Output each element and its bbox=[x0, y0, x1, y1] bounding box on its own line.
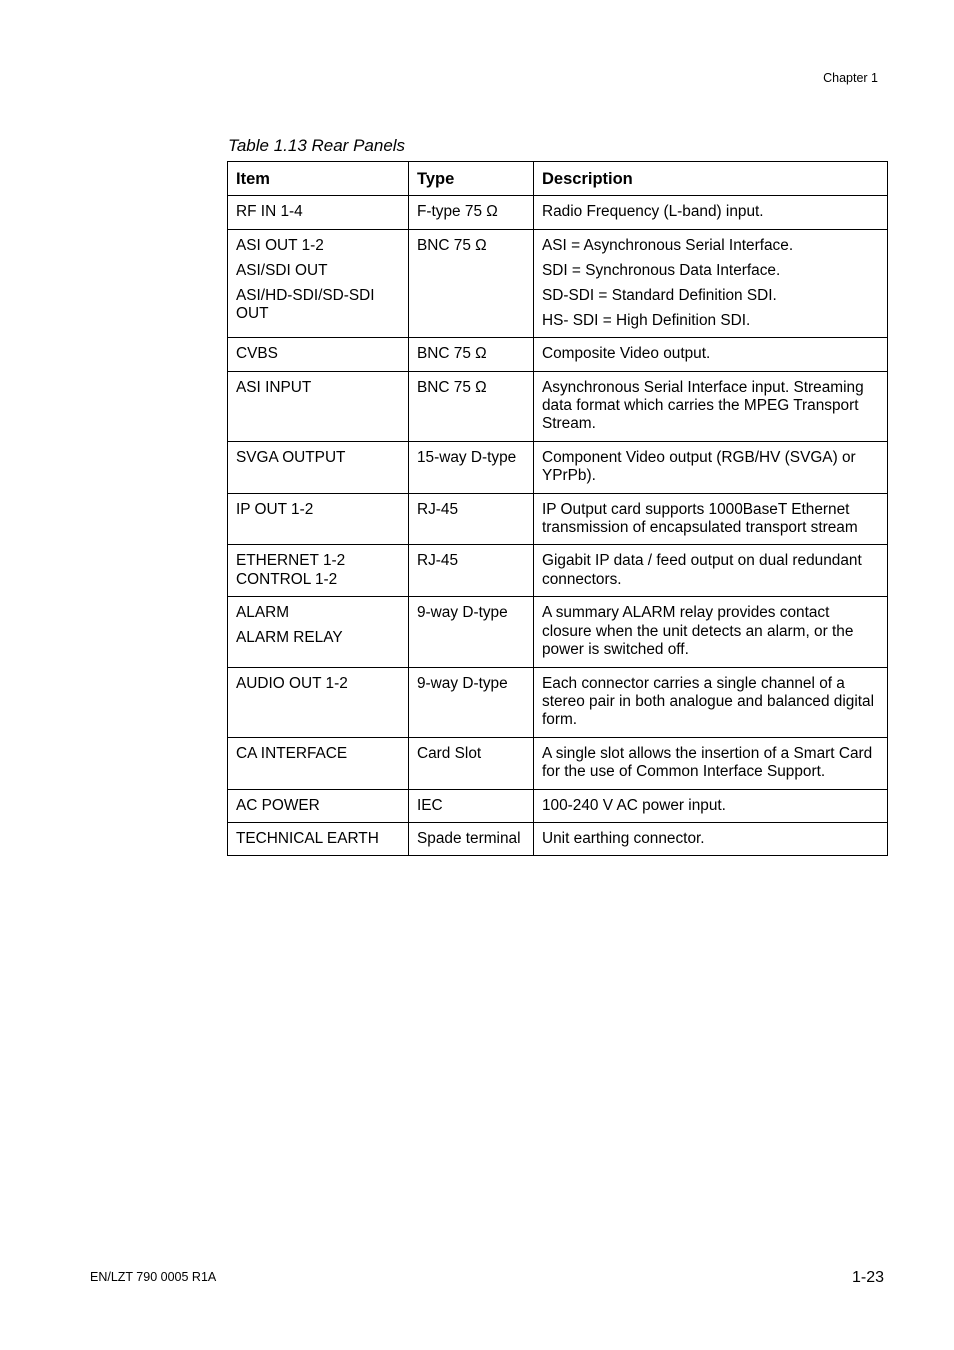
description-cell bbox=[534, 441, 888, 493]
description-line: SD-SDI = Standard Definition SDI. bbox=[542, 286, 777, 304]
column-header-item: Item bbox=[228, 162, 409, 196]
description-line: A summary ALARM relay provides contact closure when the unit detects an alarm, or the power is switched off. bbox=[542, 604, 854, 659]
description-cell bbox=[534, 545, 888, 597]
description-line: Asynchronous Serial Interface input. Streaming data format which carries the MPEG Transport Stream. bbox=[542, 378, 864, 433]
item-cell bbox=[228, 196, 409, 229]
type-line: RJ-45 bbox=[417, 500, 459, 518]
item-line: ASI/HD-SDI/SD-SDI OUT bbox=[236, 286, 375, 323]
type-line: 15-way D-type bbox=[417, 448, 517, 466]
table-row bbox=[228, 737, 888, 789]
item-line: ASI INPUT bbox=[236, 378, 312, 396]
description-cell bbox=[534, 822, 888, 855]
item-cell bbox=[228, 737, 409, 789]
type-line: 9-way D-type bbox=[417, 604, 508, 622]
type-line: 9-way D-type bbox=[417, 674, 508, 692]
item-line: RF IN 1-4 bbox=[236, 203, 303, 221]
type-cell bbox=[409, 597, 534, 667]
item-line: CA INTERFACE bbox=[236, 744, 348, 762]
item-cell bbox=[228, 789, 409, 822]
item-line: CVBS bbox=[236, 345, 278, 363]
description-cell bbox=[534, 493, 888, 545]
item-line: ALARM bbox=[236, 604, 290, 622]
description-line: Unit earthing connector. bbox=[542, 829, 705, 847]
item-cell bbox=[228, 338, 409, 371]
column-header-description: Description bbox=[534, 162, 888, 196]
description-line: Component Video output (RGB/HV (SVGA) or YPrPb). bbox=[542, 448, 856, 485]
item-cell bbox=[228, 545, 409, 597]
type-line: BNC 75 Ω bbox=[417, 236, 487, 254]
type-line: Spade terminal bbox=[417, 829, 521, 847]
description-cell bbox=[534, 737, 888, 789]
description-line: ASI = Asynchronous Serial Interface. bbox=[542, 236, 794, 254]
description-line: SDI = Synchronous Data Interface. bbox=[542, 261, 781, 279]
description-cell bbox=[534, 229, 888, 337]
type-line: F-type 75 Ω bbox=[417, 203, 498, 221]
description-cell bbox=[534, 338, 888, 371]
table-row bbox=[228, 667, 888, 737]
table-row bbox=[228, 822, 888, 855]
item-cell bbox=[228, 229, 409, 337]
table-row bbox=[228, 441, 888, 493]
description-line: Composite Video output. bbox=[542, 345, 711, 363]
description-cell bbox=[534, 196, 888, 229]
item-line: AC POWER bbox=[236, 796, 320, 814]
item-line: TECHNICAL EARTH bbox=[236, 829, 379, 847]
type-line: BNC 75 Ω bbox=[417, 378, 487, 396]
type-line: BNC 75 Ω bbox=[417, 345, 487, 363]
type-cell bbox=[409, 371, 534, 441]
description-line: IP Output card supports 1000BaseT Ethernet transmission of encapsulated transport stream bbox=[542, 500, 858, 537]
item-cell bbox=[228, 493, 409, 545]
table-row bbox=[228, 493, 888, 545]
table-row bbox=[228, 196, 888, 229]
description-line: Gigabit IP data / feed output on dual redundant connectors. bbox=[542, 552, 862, 588]
type-cell bbox=[409, 441, 534, 493]
description-cell bbox=[534, 371, 888, 441]
table-body bbox=[228, 196, 888, 856]
type-line: Card Slot bbox=[417, 744, 482, 762]
chapter-header: Chapter 1 bbox=[823, 71, 878, 85]
item-line: SVGA OUTPUT bbox=[236, 448, 346, 466]
type-cell bbox=[409, 545, 534, 597]
description-line: 100-240 V AC power input. bbox=[542, 796, 726, 814]
description-cell bbox=[534, 789, 888, 822]
type-line: IEC bbox=[417, 796, 443, 814]
description-line: Radio Frequency (L-band) input. bbox=[542, 203, 764, 221]
table-row bbox=[228, 371, 888, 441]
table-row bbox=[228, 545, 888, 597]
description-line: HS- SDI = High Definition SDI. bbox=[542, 311, 751, 329]
item-line: ASI/SDI OUT bbox=[236, 261, 328, 279]
table-header-row bbox=[228, 162, 888, 196]
description-cell bbox=[534, 597, 888, 667]
item-line: ASI OUT 1-2 bbox=[236, 236, 324, 254]
item-cell bbox=[228, 441, 409, 493]
table-row bbox=[228, 338, 888, 371]
table-row bbox=[228, 789, 888, 822]
item-cell bbox=[228, 667, 409, 737]
type-cell bbox=[409, 229, 534, 337]
type-cell bbox=[409, 789, 534, 822]
type-line: RJ-45 bbox=[417, 552, 459, 570]
type-cell bbox=[409, 493, 534, 545]
type-cell bbox=[409, 822, 534, 855]
document-id: EN/LZT 790 0005 R1A bbox=[90, 1270, 217, 1284]
item-line: AUDIO OUT 1-2 bbox=[236, 674, 348, 692]
type-cell bbox=[409, 737, 534, 789]
table-caption: Table 1.13 Rear Panels bbox=[228, 136, 406, 155]
description-cell bbox=[534, 667, 888, 737]
item-line: IP OUT 1-2 bbox=[236, 500, 314, 518]
description-line: A single slot allows the insertion of a Smart Card for the use of Common Interface Support. bbox=[542, 744, 873, 781]
column-header-type: Type bbox=[409, 162, 534, 196]
item-cell bbox=[228, 371, 409, 441]
item-line: ETHERNET 1-2 CONTROL 1-2 bbox=[236, 552, 346, 588]
type-cell bbox=[409, 338, 534, 371]
table-row bbox=[228, 597, 888, 667]
type-cell bbox=[409, 667, 534, 737]
description-line: Each connector carries a single channel of a stereo pair in both analogue and balanced digital form. bbox=[542, 674, 875, 729]
table-row bbox=[228, 229, 888, 337]
item-cell bbox=[228, 822, 409, 855]
rear-panels-table bbox=[227, 161, 888, 856]
type-cell bbox=[409, 196, 534, 229]
item-cell bbox=[228, 597, 409, 667]
page-number: 1-23 bbox=[851, 1269, 884, 1286]
item-line: ALARM RELAY bbox=[236, 629, 343, 647]
